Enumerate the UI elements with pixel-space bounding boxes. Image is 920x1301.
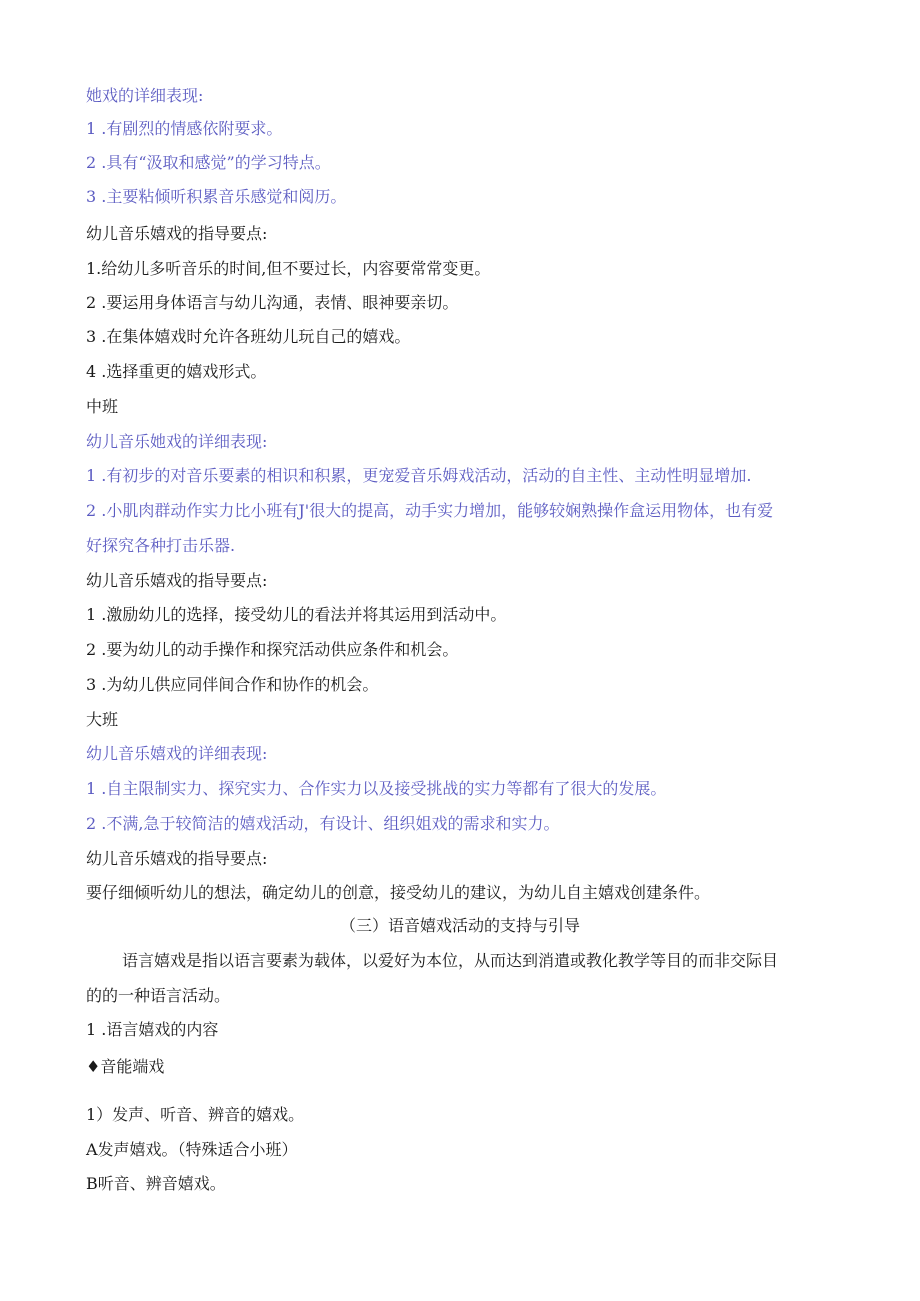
bullet-item: ♦音能端戏 <box>86 1057 165 1076</box>
list-item: 3 .为幼儿供应同伴间合作和协作的机会。 <box>86 675 379 694</box>
section-heading-language-games: （三）语音嬉戏活动的支持与引导 <box>339 916 580 935</box>
list-item: 1 .有剧烈的情感依附要求。 <box>86 119 283 138</box>
list-item: 1 .自主限制实力、探究实力、合作实力以及接受挑战的实力等都有了很大的发展。 <box>86 779 667 798</box>
paragraph-continuation: 的的一种语言活动。 <box>86 986 231 1005</box>
list-item: 1 .有初步的对音乐要素的相识和积累，更宠爱音乐姆戏活动，活动的自主性、主动性明显增加. <box>86 466 752 485</box>
section-title-large-class: 大班 <box>86 710 119 729</box>
paragraph: 要仔细倾听幼儿的想法，确定幼儿的创意，接受幼儿的建议，为幼儿自主嬉戏创建条件。 <box>86 883 711 902</box>
list-item: 1）发声、听音、辨音的嬉戏。 <box>86 1105 305 1124</box>
list-item: 1 .激励幼儿的选择，接受幼儿的看法并将其运用到活动中。 <box>86 605 507 624</box>
list-item: 3 .主要粘倾听积累音乐感觉和阅历。 <box>86 187 347 206</box>
heading-small-class-performance: 她戏的详细表现: <box>86 86 204 105</box>
heading-guidance-points: 幼儿音乐嬉戏的指导要点: <box>86 224 268 243</box>
list-item: 2 .小肌肉群动作实力比小班有J'很大的提高，动手实力增加，能够较娴熟操作盒运用物体，也有爱 <box>86 501 774 520</box>
list-item: 4 .选择重更的嬉戏形式。 <box>86 362 267 381</box>
list-item: 2 .要为幼儿的动手操作和探究活动供应条件和机会。 <box>86 640 459 659</box>
list-item-continuation: 好探究各种打击乐器. <box>86 536 236 555</box>
list-item: 3 .在集体嬉戏时允许各班幼儿玩自己的嬉戏。 <box>86 327 411 346</box>
list-item: 2 .要运用身体语言与幼儿沟通，表情、眼神要亲切。 <box>86 293 459 312</box>
list-item: 1.给幼儿多听音乐的时间,但不要过长，内容要常常变更。 <box>86 259 491 278</box>
section-title-middle-class: 中班 <box>86 397 119 416</box>
subheading: 1 .语言嬉戏的内容 <box>86 1020 219 1039</box>
paragraph-first-line: 语言嬉戏是指以语言要素为载体，以爱好为本位，从而达到消遣或教化教学等目的而非交际目 <box>122 951 779 970</box>
heading-guidance-points: 幼儿音乐嬉戏的指导要点: <box>86 849 268 868</box>
heading-guidance-points: 幼儿音乐嬉戏的指导要点: <box>86 571 268 590</box>
list-item: B听音、辨音嬉戏。 <box>86 1174 226 1193</box>
heading-middle-class-performance: 幼儿音乐她戏的详细表现: <box>86 432 268 451</box>
heading-large-class-performance: 幼儿音乐嬉戏的详细表现: <box>86 744 268 763</box>
list-item: 2 .具有“汲取和感觉”的学习特点。 <box>86 153 331 172</box>
list-item: A发声嬉戏。（特殊适合小班） <box>86 1140 298 1159</box>
list-item: 2 .不满,急于较简洁的嬉戏活动，有设计、组织姐戏的需求和实力。 <box>86 814 560 833</box>
